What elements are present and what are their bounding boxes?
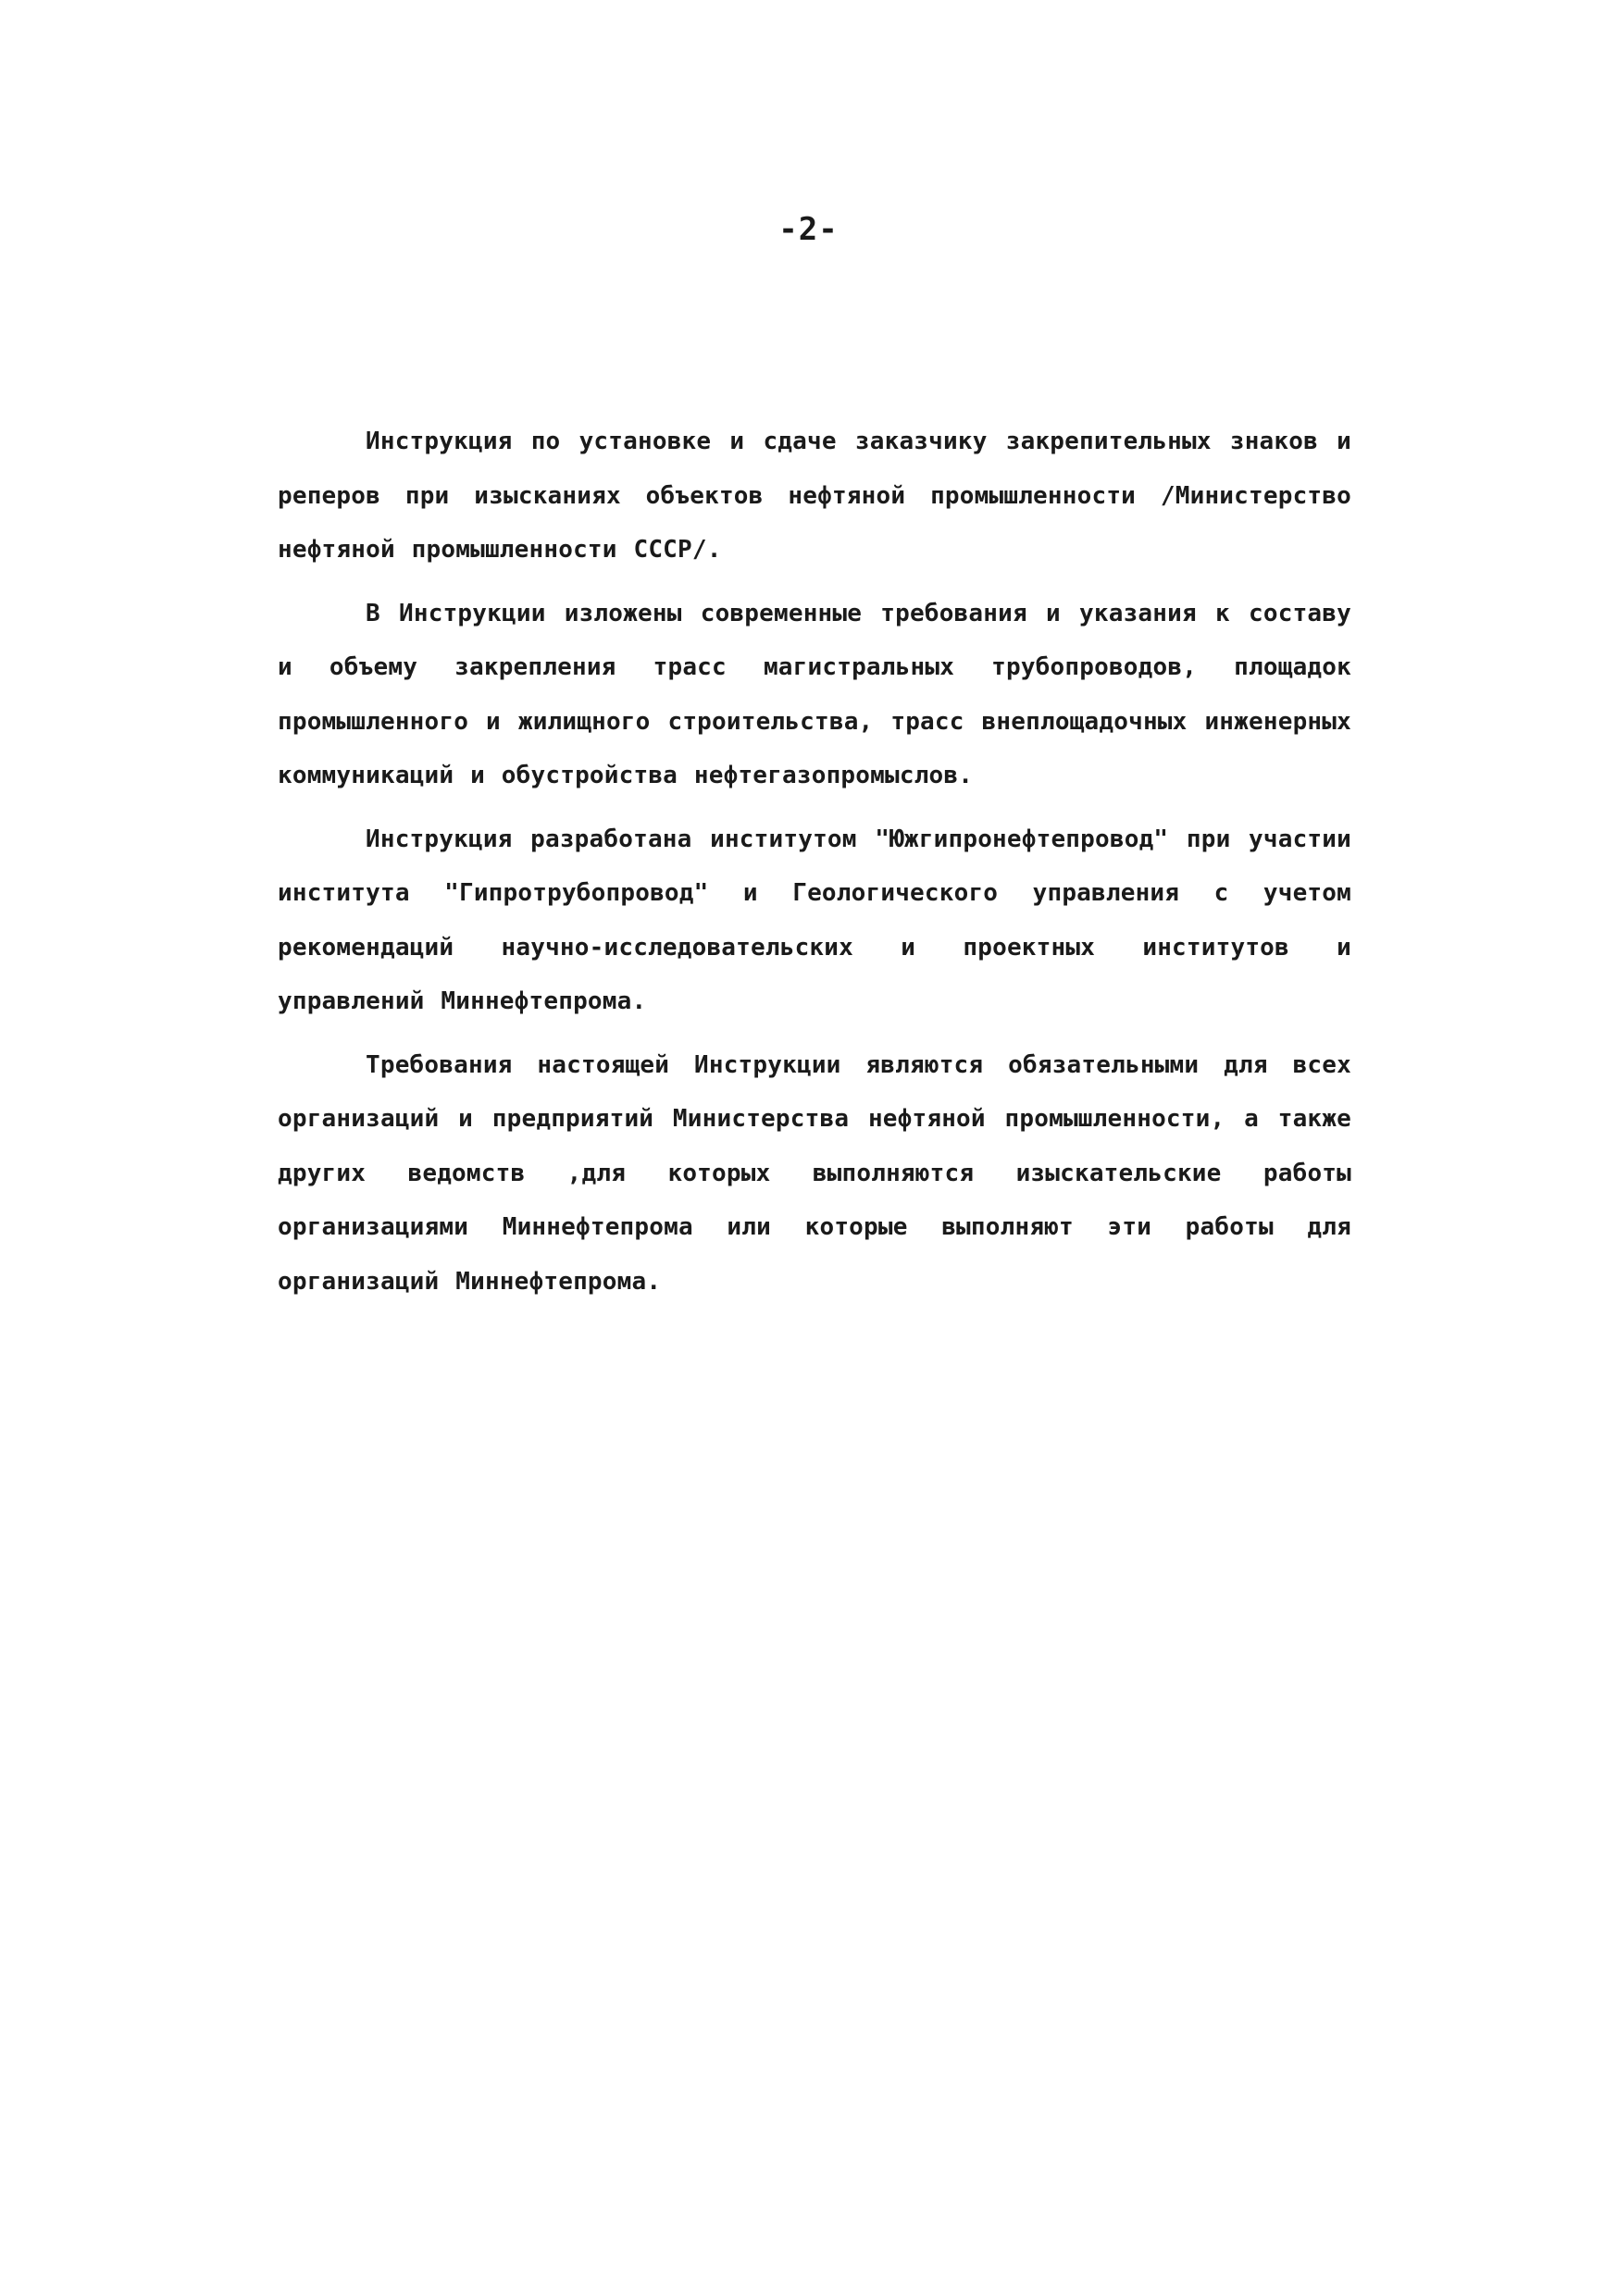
page-number: -2- — [778, 211, 839, 248]
paragraph-authors: Инструкция разработана институтом "Южгипронефтепровод" при участии института "Гипротрубопровод" и Геологического управления с учетом рекомендаций научно-исследовательских и проектных институтов и управлений Миннефтепрома. — [278, 825, 1351, 1015]
paragraph-requirements: Требования настоящей Инструкции являются обязательными для всех организаций и предприятий Министерства нефтяной промышленности, а также других ведомств ,для которых выполняются изыскательские работы организациями Миннефтепрома или которые выполняют эти работы для организаций Миннефтепрома. — [278, 1050, 1351, 1296]
paragraph-title-description: Инструкция по установке и сдаче заказчику закрепительных знаков и реперов при изысканиях объектов нефтяной промышленности /Министерство нефтяной промышленности СССР/. — [278, 428, 1351, 564]
paragraph-contents: В Инструкции изложены современные требования и указания к составу и объему закрепления трасс магистральных трубопроводов, площадок промышленного и жилищного строительства, трасс внеплощадочных инженерных коммуникаций и обустройства нефтегазопромыслов. — [278, 599, 1351, 789]
document-body — [278, 415, 1351, 1318]
